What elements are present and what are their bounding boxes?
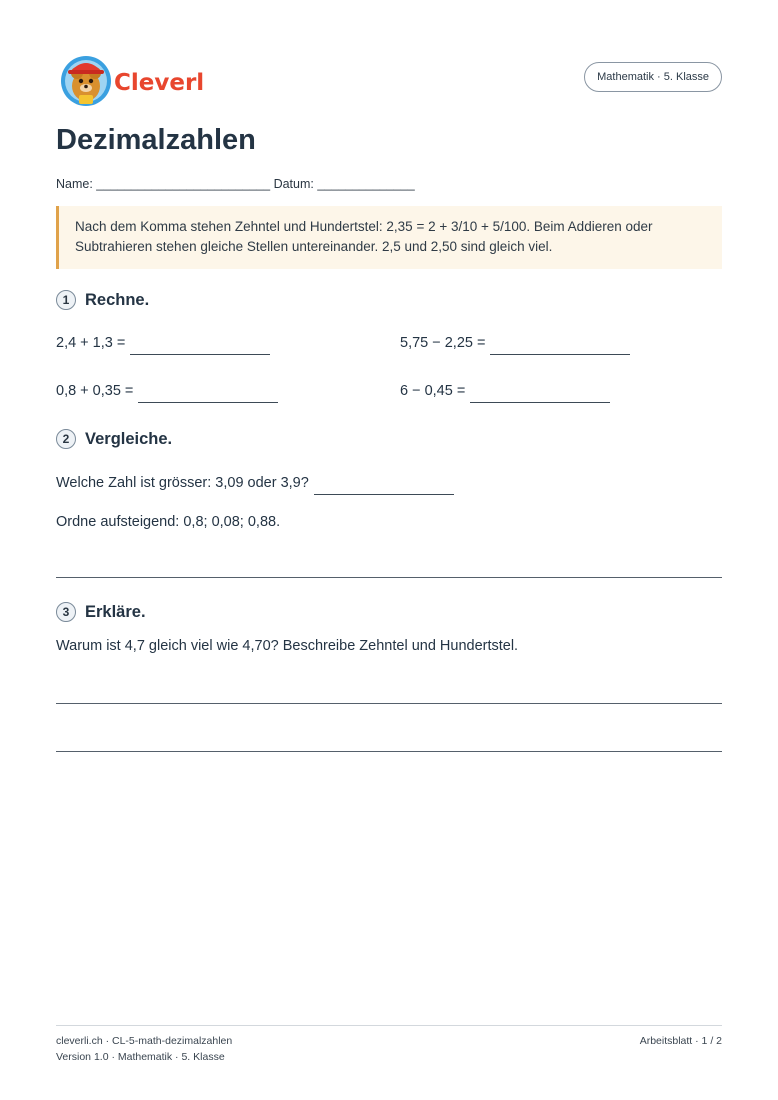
task-text: 6 − 0,45 = [400,383,466,399]
answer-blank[interactable] [138,388,278,403]
section-title: Vergleiche. [85,429,173,448]
page-title: Dezimalzahlen [56,124,256,156]
task-item [56,383,278,399]
section-3-header [56,602,146,622]
task-item [56,638,518,654]
section-title: Erkläre. [85,602,146,621]
task-item [56,514,280,530]
footer-divider [56,1025,722,1026]
task-item [400,383,610,399]
footer-left [56,1033,232,1065]
date-field-label[interactable]: Datum: ______________ [273,177,415,191]
info-box: Nach dem Komma stehen Zehntel und Hundertstel: 2,35 = 2 + 3/10 + 5/100. Beim Addieren oder Subtrahieren stehen gleiche Stellen untereinander. 2,5 und 2,50 sind gleich viel. [56,206,722,269]
footer-page-number: Arbeitsblatt · 1 / 2 [639,1035,722,1047]
logo-wordmark: Cleverli [114,70,206,96]
answer-blank[interactable] [470,388,610,403]
section-2-header [56,429,172,449]
task-text: 0,8 + 0,35 = [56,383,134,399]
answer-blank[interactable] [314,480,454,495]
name-field-label[interactable]: Name: _________________________ [56,177,271,191]
name-date-line [56,177,415,191]
cleverli-logo [56,48,206,110]
section-title: Rechne. [85,290,150,309]
worksheet-page [56,0,722,1100]
task-text: 5,75 − 2,25 = [400,335,486,351]
task-item [56,475,454,491]
section-number-badge: 3 [56,602,76,622]
section-number-badge: 1 [56,290,76,310]
writing-line[interactable] [56,751,722,752]
section-1-header [56,290,149,310]
task-text: Welche Zahl ist grösser: 3,09 oder 3,9? [56,475,309,491]
answer-blank[interactable] [490,340,630,355]
answer-blank[interactable] [130,340,270,355]
task-item [400,335,630,351]
task-item [56,335,270,351]
task-text: 2,4 + 1,3 = [56,335,126,351]
subject-badge: Mathematik · 5. Klasse [584,62,722,92]
footer-version: Version 1.0 · Mathematik · 5. Klasse [56,1051,225,1063]
writing-line[interactable] [56,703,722,704]
task-text: Warum ist 4,7 gleich viel wie 4,70? Beschreibe Zehntel und Hundertstel. [56,638,519,654]
task-text: Ordne aufsteigend: 0,8; 0,08; 0,88. [56,514,281,530]
writing-line[interactable] [56,577,722,578]
footer-source: cleverli.ch · CL-5-math-dezimalzahlen [56,1035,233,1047]
section-number-badge: 2 [56,429,76,449]
